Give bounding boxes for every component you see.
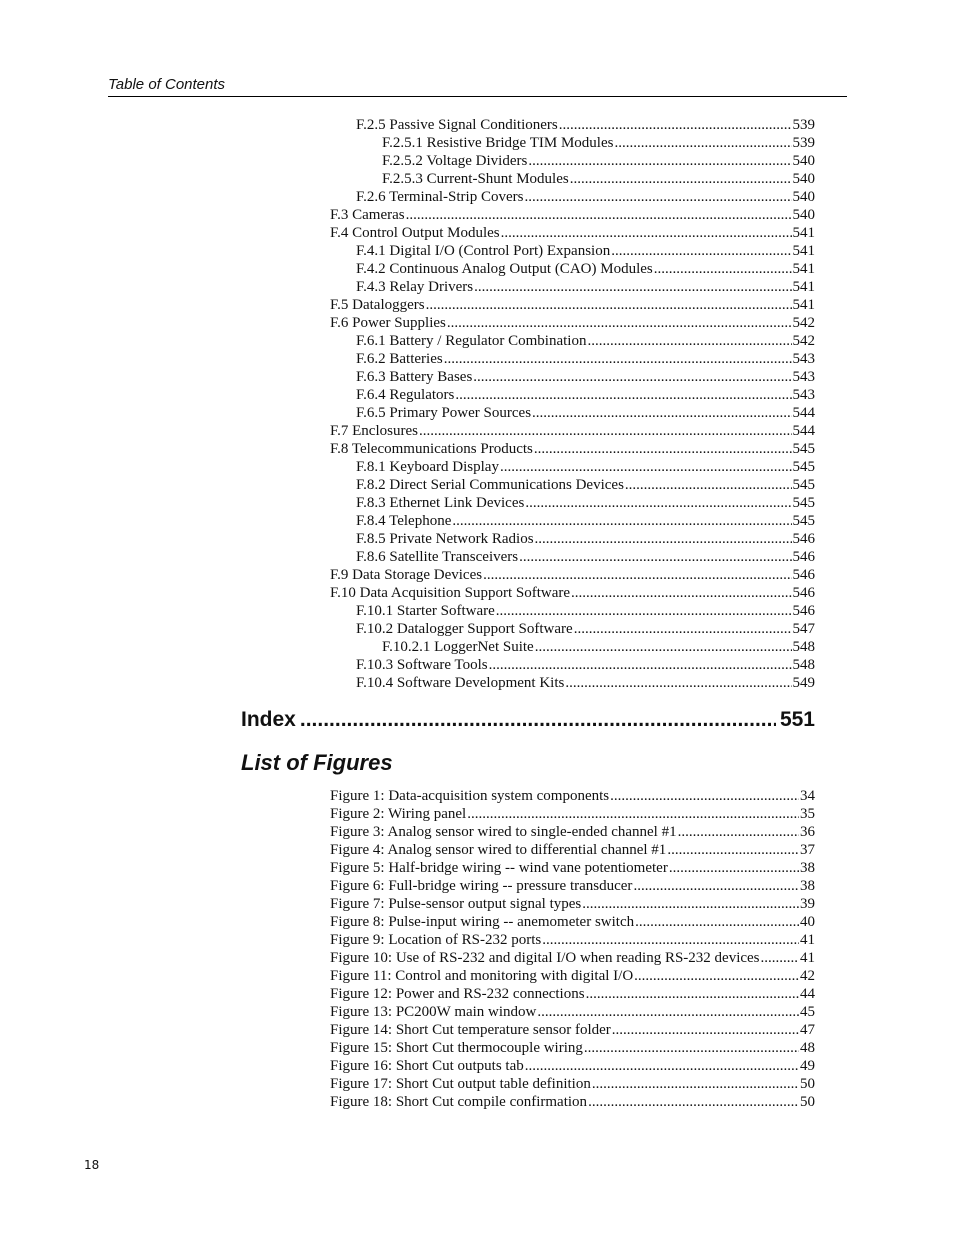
figure-entry[interactable] bbox=[330, 895, 815, 913]
toc-entry[interactable] bbox=[330, 566, 815, 584]
toc-entry[interactable] bbox=[356, 332, 815, 350]
figure-entry[interactable] bbox=[330, 949, 815, 967]
entry-page-number: 542 bbox=[792, 315, 815, 331]
toc-entry[interactable] bbox=[356, 620, 815, 638]
index-label: Index bbox=[241, 708, 296, 731]
dot-leader bbox=[559, 116, 792, 134]
entry-title: Figure 1: Data-acquisition system components bbox=[330, 788, 610, 804]
toc-entry[interactable] bbox=[356, 350, 815, 368]
figure-entry[interactable] bbox=[330, 841, 815, 859]
toc-entry[interactable] bbox=[356, 386, 815, 404]
entry-title: Figure 9: Location of RS-232 ports bbox=[330, 932, 542, 948]
toc-entry[interactable] bbox=[356, 548, 815, 566]
dot-leader bbox=[532, 404, 791, 422]
entry-page-number: 540 bbox=[792, 189, 815, 205]
toc-entry[interactable] bbox=[330, 422, 815, 440]
entry-title: Figure 11: Control and monitoring with digital I/O bbox=[330, 968, 634, 984]
entry-title: F.6.4 Regulators bbox=[356, 387, 455, 403]
entry-page-number: 50 bbox=[800, 1094, 815, 1110]
entry-title: F.8.6 Satellite Transceivers bbox=[356, 549, 519, 565]
dot-leader bbox=[587, 332, 791, 350]
entry-page-number: 44 bbox=[800, 986, 815, 1002]
entry-title: F.10.2.1 LoggerNet Suite bbox=[382, 639, 534, 655]
entry-page-number: 540 bbox=[792, 153, 815, 169]
entry-title: F.8.3 Ethernet Link Devices bbox=[356, 495, 525, 511]
toc-entry[interactable] bbox=[330, 224, 815, 242]
entry-page-number: 47 bbox=[800, 1022, 815, 1038]
entry-page-number: 543 bbox=[792, 351, 815, 367]
dot-leader bbox=[610, 787, 799, 805]
dot-leader bbox=[473, 368, 791, 386]
dot-leader bbox=[633, 877, 799, 895]
dot-leader bbox=[592, 1075, 799, 1093]
dot-leader bbox=[467, 805, 799, 823]
entry-title: Figure 10: Use of RS-232 and digital I/O when reading RS-232 devices bbox=[330, 950, 760, 966]
entry-page-number: 545 bbox=[792, 513, 815, 529]
entry-title: F.4.3 Relay Drivers bbox=[356, 279, 474, 295]
dot-leader bbox=[534, 440, 792, 458]
dot-leader bbox=[669, 859, 799, 877]
entry-page-number: 48 bbox=[800, 1040, 815, 1056]
entry-title: F.2.6 Terminal-Strip Covers bbox=[356, 189, 524, 205]
toc-entry[interactable] bbox=[356, 494, 815, 512]
entry-page-number: 547 bbox=[792, 621, 815, 637]
dot-leader bbox=[447, 314, 792, 332]
entry-title: F.8.2 Direct Serial Communications Devices bbox=[356, 477, 624, 493]
figure-entry[interactable] bbox=[330, 859, 815, 877]
dot-leader bbox=[483, 566, 791, 584]
figure-entry[interactable] bbox=[330, 877, 815, 895]
toc-entry[interactable] bbox=[356, 242, 815, 260]
entry-page-number: 540 bbox=[792, 171, 815, 187]
dot-leader bbox=[524, 188, 791, 206]
figure-entry[interactable] bbox=[330, 805, 815, 823]
entry-title: F.3 Cameras bbox=[330, 207, 405, 223]
toc-entry[interactable] bbox=[330, 314, 815, 332]
entry-title: F.4.2 Continuous Analog Output (CAO) Modules bbox=[356, 261, 653, 277]
dot-leader bbox=[542, 931, 799, 949]
entry-title: Figure 7: Pulse-sensor output signal types bbox=[330, 896, 582, 912]
dot-leader bbox=[574, 620, 792, 638]
entry-title: F.7 Enclosures bbox=[330, 423, 418, 439]
toc-entry[interactable] bbox=[356, 404, 815, 422]
entry-page-number: 50 bbox=[800, 1076, 815, 1092]
index-entry[interactable] bbox=[241, 708, 815, 732]
entry-title: Figure 12: Power and RS-232 connections bbox=[330, 986, 585, 1002]
entry-title: F.8.5 Private Network Radios bbox=[356, 531, 534, 547]
dot-leader bbox=[528, 152, 791, 170]
entry-title: Figure 17: Short Cut output table definition bbox=[330, 1076, 591, 1092]
entry-title: Figure 18: Short Cut compile confirmation bbox=[330, 1094, 588, 1110]
header-title: Table of Contents bbox=[108, 76, 226, 93]
figure-entry[interactable] bbox=[330, 931, 815, 949]
dot-leader bbox=[419, 422, 792, 440]
dot-leader bbox=[426, 296, 792, 314]
dot-leader bbox=[496, 602, 792, 620]
entry-page-number: 543 bbox=[792, 369, 815, 385]
toc-entry[interactable] bbox=[356, 458, 815, 476]
dot-leader bbox=[501, 224, 792, 242]
entry-title: F.2.5.3 Current-Shunt Modules bbox=[382, 171, 569, 187]
dot-leader bbox=[565, 674, 791, 692]
figure-entry[interactable] bbox=[330, 1003, 815, 1021]
entry-page-number: 49 bbox=[800, 1058, 815, 1074]
entry-title: F.10 Data Acquisition Support Software bbox=[330, 585, 571, 601]
entry-title: F.2.5 Passive Signal Conditioners bbox=[356, 117, 558, 133]
index-page: 551 bbox=[779, 708, 815, 731]
entry-page-number: 41 bbox=[800, 950, 815, 966]
entry-page-number: 541 bbox=[792, 261, 815, 277]
dot-leader bbox=[667, 841, 799, 859]
figure-entry[interactable] bbox=[330, 913, 815, 931]
figure-entry[interactable] bbox=[330, 1057, 815, 1075]
figure-entry[interactable] bbox=[330, 1093, 815, 1111]
dot-leader bbox=[761, 949, 799, 967]
entry-page-number: 546 bbox=[792, 603, 815, 619]
entry-title: Figure 4: Analog sensor wired to differential channel #1 bbox=[330, 842, 667, 858]
page-number: 18 bbox=[84, 1158, 100, 1172]
dot-leader bbox=[535, 530, 792, 548]
entry-page-number: 42 bbox=[800, 968, 815, 984]
toc-entry[interactable] bbox=[382, 170, 815, 188]
dot-leader bbox=[474, 278, 791, 296]
entry-page-number: 541 bbox=[792, 243, 815, 259]
entry-page-number: 541 bbox=[792, 279, 815, 295]
entry-page-number: 38 bbox=[800, 860, 815, 876]
figure-entry[interactable] bbox=[330, 1039, 815, 1057]
entry-page-number: 34 bbox=[800, 788, 815, 804]
entry-page-number: 540 bbox=[792, 207, 815, 223]
dot-leader bbox=[611, 242, 791, 260]
dot-leader bbox=[654, 260, 792, 278]
dot-leader bbox=[588, 1093, 799, 1111]
figure-entry[interactable] bbox=[330, 787, 815, 805]
entry-page-number: 41 bbox=[800, 932, 815, 948]
dot-leader bbox=[300, 708, 776, 732]
entry-title: F.6 Power Supplies bbox=[330, 315, 446, 331]
entry-page-number: 545 bbox=[792, 495, 815, 511]
dot-leader bbox=[455, 386, 791, 404]
dot-leader bbox=[525, 494, 791, 512]
entry-title: F.4 Control Output Modules bbox=[330, 225, 500, 241]
entry-title: F.6.3 Battery Bases bbox=[356, 369, 473, 385]
list-of-figures-heading: List of Figures bbox=[241, 750, 393, 775]
entry-title: Figure 13: PC200W main window bbox=[330, 1004, 537, 1020]
dot-leader bbox=[489, 656, 792, 674]
entry-title: F.10.1 Starter Software bbox=[356, 603, 495, 619]
entry-title: Figure 8: Pulse-input wiring -- anemometer switch bbox=[330, 914, 635, 930]
entry-page-number: 545 bbox=[792, 441, 815, 457]
entry-title: F.5 Dataloggers bbox=[330, 297, 425, 313]
toc-entry[interactable] bbox=[382, 638, 815, 656]
page-header bbox=[108, 76, 847, 97]
entry-title: F.6.5 Primary Power Sources bbox=[356, 405, 532, 421]
entry-title: F.9 Data Storage Devices bbox=[330, 567, 483, 583]
toc-entry[interactable] bbox=[382, 134, 815, 152]
dot-leader bbox=[535, 638, 792, 656]
toc-entry[interactable] bbox=[356, 512, 815, 530]
entry-page-number: 545 bbox=[792, 459, 815, 475]
toc-entry[interactable] bbox=[356, 602, 815, 620]
dot-leader bbox=[625, 476, 792, 494]
entry-title: F.6.1 Battery / Regulator Combination bbox=[356, 333, 587, 349]
dot-leader bbox=[584, 1039, 799, 1057]
toc-entry[interactable] bbox=[356, 188, 815, 206]
dot-leader bbox=[634, 967, 799, 985]
entry-page-number: 546 bbox=[792, 549, 815, 565]
dot-leader bbox=[614, 134, 791, 152]
toc-entry[interactable] bbox=[330, 440, 815, 458]
entry-page-number: 546 bbox=[792, 567, 815, 583]
entry-page-number: 548 bbox=[792, 657, 815, 673]
entry-page-number: 541 bbox=[792, 297, 815, 313]
entry-page-number: 544 bbox=[792, 405, 815, 421]
entry-page-number: 539 bbox=[792, 117, 815, 133]
entry-title: F.8.4 Telephone bbox=[356, 513, 452, 529]
toc-entry[interactable] bbox=[356, 116, 815, 134]
dot-leader bbox=[444, 350, 792, 368]
entry-page-number: 45 bbox=[800, 1004, 815, 1020]
entry-title: F.10.2 Datalogger Support Software bbox=[356, 621, 573, 637]
toc-entry[interactable] bbox=[356, 656, 815, 674]
dot-leader bbox=[519, 548, 791, 566]
figure-entry[interactable] bbox=[330, 1075, 815, 1093]
toc-entry[interactable] bbox=[330, 584, 815, 602]
entry-title: F.6.2 Batteries bbox=[356, 351, 443, 367]
entry-page-number: 546 bbox=[792, 585, 815, 601]
toc-entry[interactable] bbox=[356, 260, 815, 278]
entry-title: Figure 15: Short Cut thermocouple wiring bbox=[330, 1040, 583, 1056]
entry-page-number: 37 bbox=[800, 842, 815, 858]
toc-entry[interactable] bbox=[330, 206, 815, 224]
toc-entry[interactable] bbox=[382, 152, 815, 170]
entry-page-number: 542 bbox=[792, 333, 815, 349]
entry-page-number: 36 bbox=[800, 824, 815, 840]
entry-page-number: 545 bbox=[792, 477, 815, 493]
entry-page-number: 35 bbox=[800, 806, 815, 822]
entry-page-number: 38 bbox=[800, 878, 815, 894]
dot-leader bbox=[571, 584, 791, 602]
entry-page-number: 544 bbox=[792, 423, 815, 439]
figure-entry[interactable] bbox=[330, 967, 815, 985]
dot-leader bbox=[635, 913, 799, 931]
entry-page-number: 541 bbox=[792, 225, 815, 241]
dot-leader bbox=[586, 985, 799, 1003]
entry-title: Figure 16: Short Cut outputs tab bbox=[330, 1058, 524, 1074]
figure-entry[interactable] bbox=[330, 823, 815, 841]
entry-title: Figure 5: Half-bridge wiring -- wind vane potentiometer bbox=[330, 860, 668, 876]
entry-page-number: 543 bbox=[792, 387, 815, 403]
dot-leader bbox=[452, 512, 791, 530]
dot-leader bbox=[525, 1057, 799, 1075]
entry-title: F.8 Telecommunications Products bbox=[330, 441, 533, 457]
dot-leader bbox=[537, 1003, 799, 1021]
dot-leader bbox=[582, 895, 799, 913]
entry-title: Figure 2: Wiring panel bbox=[330, 806, 467, 822]
toc-entry[interactable] bbox=[330, 296, 815, 314]
entry-title: Figure 14: Short Cut temperature sensor folder bbox=[330, 1022, 611, 1038]
dot-leader bbox=[678, 823, 799, 841]
entry-page-number: 39 bbox=[800, 896, 815, 912]
figure-entry[interactable] bbox=[330, 1021, 815, 1039]
entry-title: Figure 6: Full-bridge wiring -- pressure transducer bbox=[330, 878, 633, 894]
toc-entry[interactable] bbox=[356, 674, 815, 692]
entry-page-number: 548 bbox=[792, 639, 815, 655]
entry-title: F.10.4 Software Development Kits bbox=[356, 675, 565, 691]
toc-entry[interactable] bbox=[356, 368, 815, 386]
entry-title: F.2.5.1 Resistive Bridge TIM Modules bbox=[382, 135, 614, 151]
dot-leader bbox=[500, 458, 792, 476]
toc-entry[interactable] bbox=[356, 476, 815, 494]
entry-title: F.10.3 Software Tools bbox=[356, 657, 488, 673]
entry-title: F.2.5.2 Voltage Dividers bbox=[382, 153, 528, 169]
entry-page-number: 539 bbox=[792, 135, 815, 151]
entry-page-number: 549 bbox=[792, 675, 815, 691]
entry-title: F.4.1 Digital I/O (Control Port) Expansion bbox=[356, 243, 611, 259]
entry-title: F.8.1 Keyboard Display bbox=[356, 459, 499, 475]
dot-leader bbox=[570, 170, 792, 188]
dot-leader bbox=[612, 1021, 799, 1039]
entry-page-number: 546 bbox=[792, 531, 815, 547]
entry-page-number: 40 bbox=[800, 914, 815, 930]
toc-entry[interactable] bbox=[356, 278, 815, 296]
dot-leader bbox=[406, 206, 792, 224]
entry-title: Figure 3: Analog sensor wired to single-ended channel #1 bbox=[330, 824, 677, 840]
figure-entry[interactable] bbox=[330, 985, 815, 1003]
toc-entry[interactable] bbox=[356, 530, 815, 548]
